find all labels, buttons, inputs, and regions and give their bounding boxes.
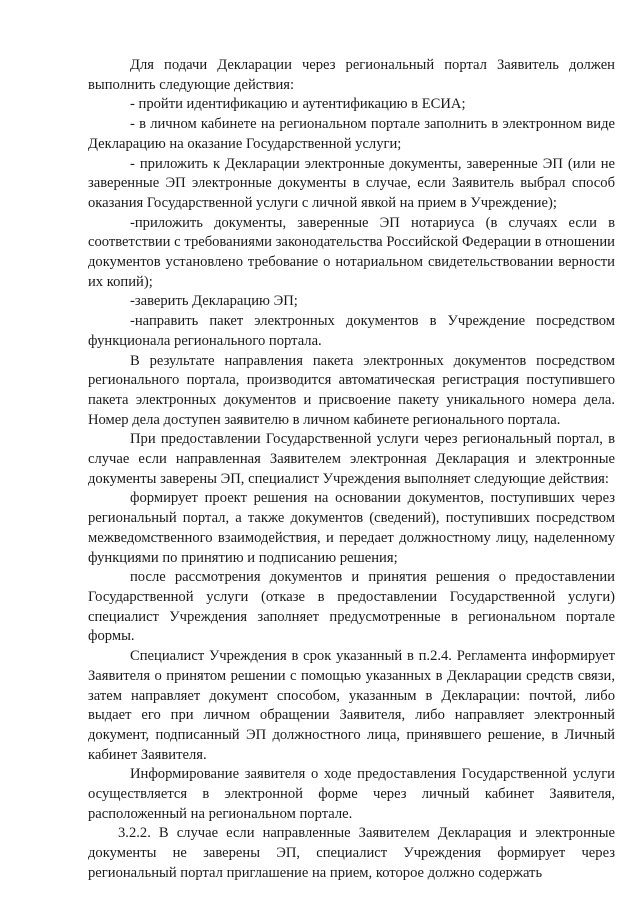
paragraph: формирует проект решения на основании документов, поступивших через региональный портал, а также документов (сведений), поступивших посредством межведомственного взаимодействия, и передает должностному лицу, наделенному функциями по принятию и подписанию решения; [88,490,615,566]
paragraph: после рассмотрения документов и принятия решения о предоставлении Государственной услуги (отказе в предоставлении Государственной услуги) специалист Учреждения заполняет предусмотренные в региональном портале формы. [88,569,615,645]
paragraph: Информирование заявителя о ходе предоставления Государственной услуги осуществляется в электронной форме через личный кабинет Заявителя, расположенный на региональном портале. [88,766,615,822]
paragraph: - пройти идентификацию и аутентификацию в ЕСИА; [130,96,466,113]
paragraph: - приложить к Декларации электронные документы, заверенные ЭП (или не заверенные ЭП электронные документы в случае, если Заявитель выбрал способ оказания Государственной услуги с личной явкой на прием в Учреждение); [88,155,615,211]
paragraph: Специалист Учреждения в срок указанный в п.2.4. Регламента информирует Заявителя о принятом решении с помощью указанных в Декларации средств связи, затем направляет документ способом, указанным в Декларации: почтой, либо выдает его при личном обращении Заявителя, либо направляет электронный документ, подписанный ЭП должностного лица, принявшего решение, в Личный кабинет Заявителя. [88,648,615,763]
paragraph: -направить пакет электронных документов в Учреждение посредством функционала регионального портала. [88,313,615,349]
paragraph: При предоставлении Государственной услуги через региональный портал, в случае если направленная Заявителем электронная Декларация и электронные документы заверены ЭП, специалист Учреждения выполняет следующие действия: [88,431,615,487]
paragraph: 3.2.2. В случае если направленные Заявителем Декларация и электронные документы не заверены ЭП, специалист Учреждения формирует через региональный портал приглашение на прием, которое должно содержать [88,825,615,881]
paragraph: В результате направления пакета электронных документов посредством регионального портала, производится автоматическая регистрация поступившего пакета электронных документов и присвоение пакету уникального номера дела. Номер дела доступен заявителю в личном кабинете регионального портала. [88,352,615,428]
paragraph: Для подачи Декларации через региональный портал Заявитель должен выполнить следующие действия: [88,57,615,93]
document-page [88,56,615,884]
paragraph: -приложить документы, заверенные ЭП нотариуса (в случаях если в соответствии с требованиями законодательства Российской Федерации в отношении документов установлено требование о нотариальном свидетельствовании верности их копий); [88,214,615,290]
paragraph: - в личном кабинете на региональном портале заполнить в электронном виде Декларацию на оказание Государственной услуги; [88,116,615,152]
paragraph: -заверить Декларацию ЭП; [130,293,298,310]
